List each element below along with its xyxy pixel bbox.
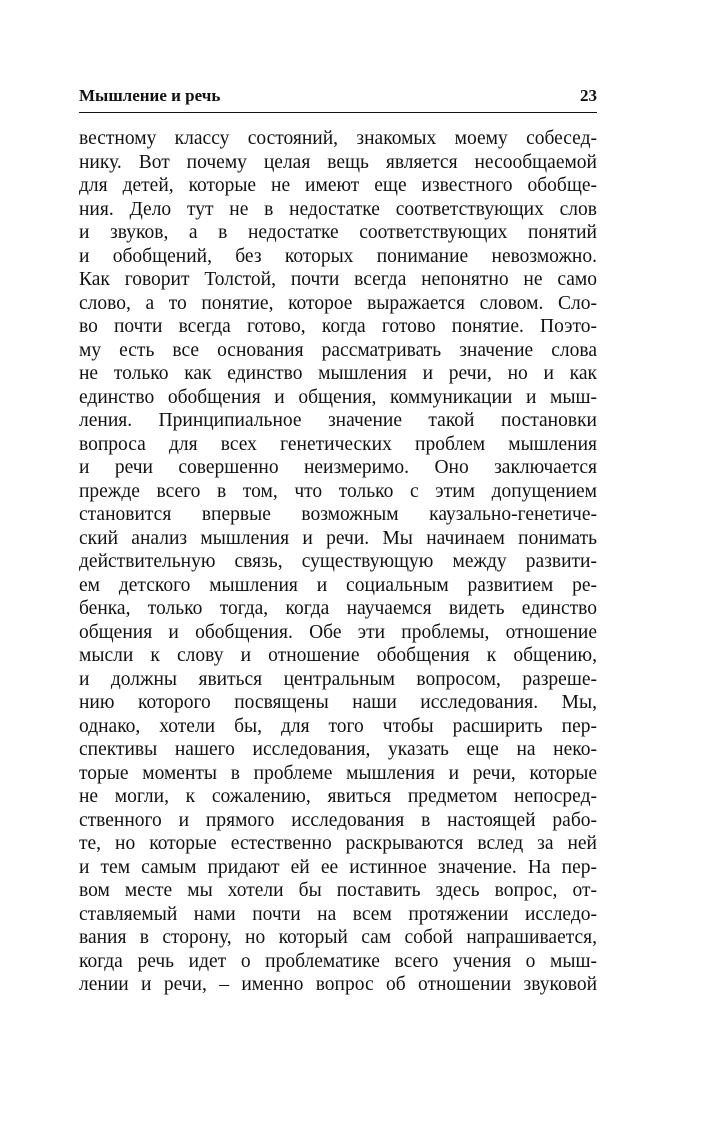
text-line: вестному классу состояний, знакомых моему собесед-	[79, 128, 597, 149]
text-line: и должны явиться центральным вопросом, разреше-	[79, 668, 597, 690]
text-line: вом месте мы хотели бы поставить здесь вопрос, от-	[79, 880, 597, 901]
text-line: ский анализ мышления и речи. Мы начинаем понимать	[79, 527, 597, 549]
text-line: вопроса для всех генетических проблем мышления	[79, 433, 597, 455]
text-line: слово, а то понятие, которое выражается словом. Сло-	[79, 292, 597, 314]
text-line: те, но которые естественно раскрываются вслед за ней	[79, 833, 597, 854]
text-line: торые моменты в проблеме мышления и речи, которые	[79, 762, 597, 784]
text-line: и звуков, а в недостатке соответствующих понятий	[79, 222, 597, 243]
text-line: нию которого посвящены наши исследования. Мы,	[79, 692, 597, 713]
text-line: для детей, которые не имеют еще известного обобще-	[79, 175, 597, 196]
running-header-title: Мышление и речь	[79, 86, 221, 105]
text-line: единство обобщения и общения, коммуникации и мыш-	[79, 386, 597, 408]
text-line: однако, хотели бы, для того чтобы расширить пер-	[79, 715, 597, 737]
text-line: вания в сторону, но который сам собой напрашивается,	[79, 927, 597, 948]
header-divider	[79, 112, 597, 113]
text-line: ем детского мышления и социальным развитием ре-	[79, 574, 597, 596]
text-line: нику. Вот почему целая вещь является несообщаемой	[79, 151, 597, 173]
text-line: Как говорит Толстой, почти всегда непонятно не само	[79, 269, 597, 290]
text-line: ления. Принципиальное значение такой постановки	[79, 410, 597, 431]
text-line: и речи совершенно неизмеримо. Оно заключается	[79, 457, 597, 478]
text-line: лении и речи, – именно вопрос об отношении звуковой	[79, 974, 597, 995]
text-line: ния. Дело тут не в недостатке соответствующих слов	[79, 198, 597, 220]
body-paragraph	[79, 127, 597, 997]
text-line: действительную связь, существующую между развити-	[79, 551, 597, 572]
text-line: становится впервые возможным каузально-генетиче-	[79, 504, 597, 525]
text-line: не могли, к сожалению, явиться предметом непосред-	[79, 786, 597, 807]
text-line: не только как единство мышления и речи, но и как	[79, 363, 597, 384]
text-line: и обобщений, без которых понимание невозможно.	[79, 245, 597, 267]
text-line: му есть все основания рассматривать значение слова	[79, 339, 597, 361]
text-line: когда речь идет о проблематике всего учения о мыш-	[79, 950, 597, 972]
text-line: ственного и прямого исследования в настоящей рабо-	[79, 809, 597, 831]
text-line: во почти всегда готово, когда готово понятие. Поэто-	[79, 316, 597, 337]
text-line: прежде всего в том, что только с этим допущением	[79, 480, 597, 502]
page-number: 23	[580, 86, 597, 105]
text-line: общения и обобщения. Обе эти проблемы, отношение	[79, 621, 597, 643]
running-header	[79, 86, 597, 106]
text-line: мысли к слову и отношение обобщения к общению,	[79, 645, 597, 666]
text-line: и тем самым придают ей ее истинное значение. На пер-	[79, 856, 597, 878]
text-line: спективы нашего исследования, указать еще на неко-	[79, 739, 597, 760]
text-line: бенка, только тогда, когда научаемся видеть единство	[79, 598, 597, 619]
text-line: ставляемый нами почти на всем протяжении исследо-	[79, 903, 597, 925]
